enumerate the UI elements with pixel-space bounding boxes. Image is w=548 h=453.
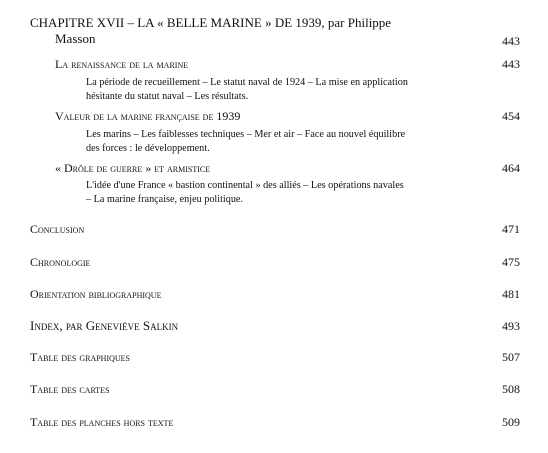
section-description-line1: La période de recueillement – Le statut naval de 1924 – La mise en application [86, 77, 408, 88]
section-description-line1: Les marins – Les faiblesses techniques – Mer et air – Face au nouvel équilibre [86, 129, 406, 140]
entry-title: Orientation bibliographique [30, 287, 162, 301]
entry-title: Table des cartes [30, 382, 110, 396]
section-title: La renaissance de la marine [55, 57, 189, 71]
entry-page-number: 471 [502, 222, 520, 236]
entry-page-number: 509 [502, 415, 520, 429]
entry-page-number: 493 [502, 319, 520, 333]
section-page-number: 443 [502, 57, 520, 71]
entry-title: Conclusion [30, 222, 85, 236]
section-description-line2: – La marine française, enjeu politique. [86, 194, 243, 205]
section-description-line2: des forces : le développement. [86, 143, 210, 154]
entry-title: Index, par Geneviève Salkin [30, 318, 179, 333]
chapter-title-line2: Masson [55, 31, 96, 46]
section-description-line2: hésitante du statut naval – Les résultats. [86, 91, 249, 102]
entry-page-number: 507 [502, 350, 520, 364]
entry-title: Table des graphiques [30, 350, 131, 364]
entry-page-number: 475 [502, 255, 520, 269]
chapter-page-number: 443 [502, 34, 520, 48]
entry-page-number: 508 [502, 382, 520, 396]
section-page-number: 454 [502, 109, 520, 123]
entry-page-number: 481 [502, 287, 520, 301]
section-description-line1: L'idée d'une France « bastion continental » des alliés – Les opérations navales [86, 180, 404, 191]
entry-title: Table des planches hors texte [30, 415, 174, 429]
chapter-title-line1: CHAPITRE XVII – LA « BELLE MARINE » DE 1939, par Philippe [30, 15, 392, 30]
section-title: « Drôle de guerre » et armistice [55, 161, 211, 175]
section-page-number: 464 [502, 161, 520, 175]
entry-title: Chronologie [30, 255, 91, 269]
section-title: Valeur de la marine française de 1939 [55, 109, 241, 123]
